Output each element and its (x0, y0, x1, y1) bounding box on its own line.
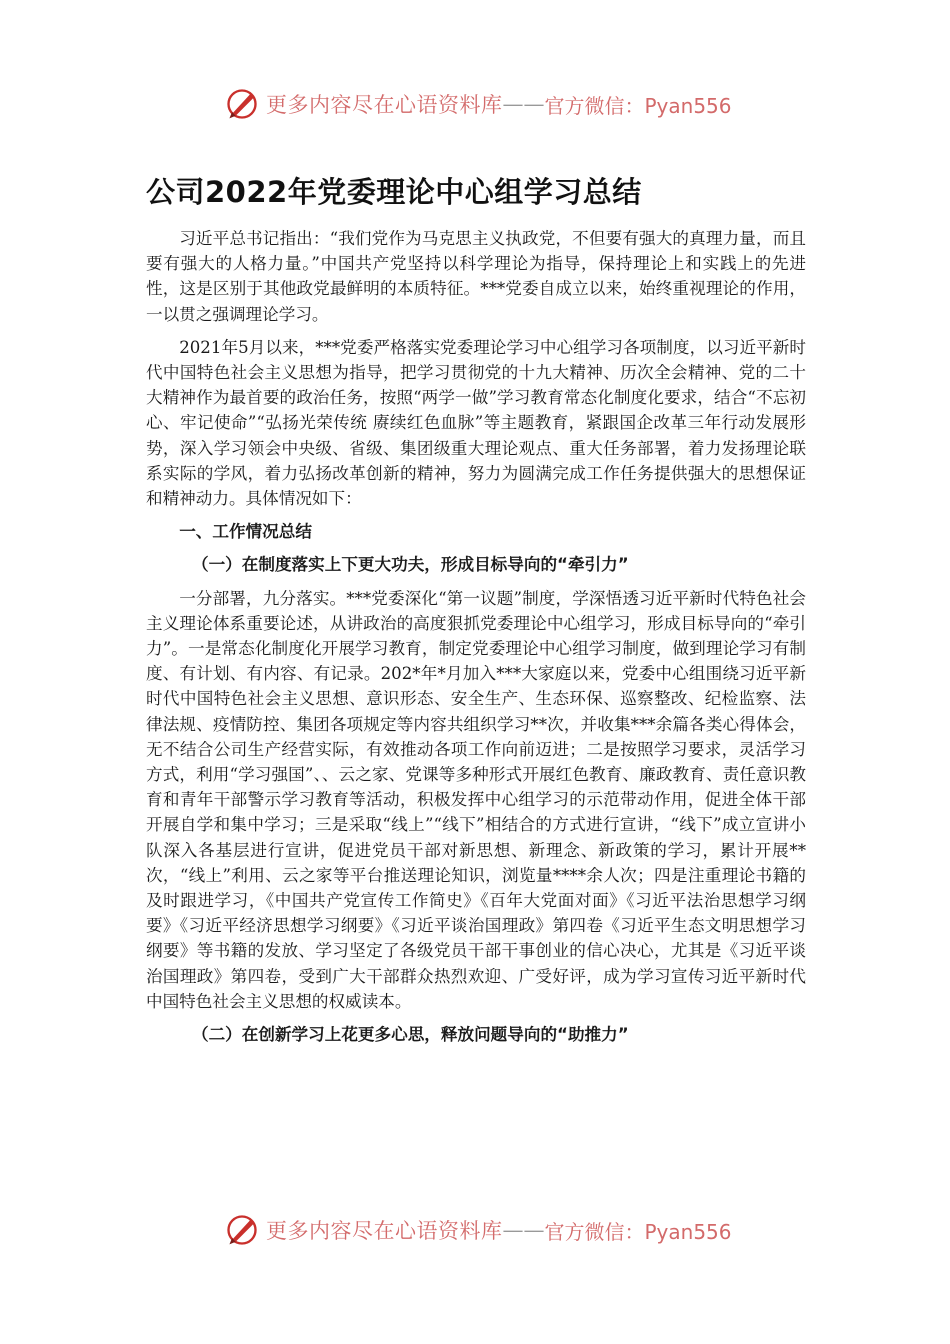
watermark-text: 更多内容尽在心语资料库 (266, 1219, 503, 1243)
document-body (146, 226, 806, 1055)
intro-paragraph-1: 习近平总书记指出：“我们党作为马克思主义执政党，不但要有强大的真理力量，而且要有强大的人格力量。”中国共产党坚持以科学理论为指导，保持理论上和实践上的先进性，这是区别于其他政党最鲜明的本质特征。***党委自成立以来，始终重视理论的作用，一以贯之强调理论学习。 (146, 229, 806, 324)
pen-logo-icon (224, 1212, 260, 1248)
pen-logo-icon (224, 86, 260, 122)
document-title: 公司2022年党委理论中心组学习总结 (146, 175, 642, 209)
subsection-heading-2: （二）在创新学习上花更多心思，释放问题导向的“助推力” (192, 1025, 629, 1045)
watermark-contact: 官方微信：Pyan556 (544, 1219, 732, 1244)
subsection-heading-1: （一）在制度落实上下更大功夫，形成目标导向的“牵引力” (192, 555, 629, 575)
footer-watermark (224, 1210, 732, 1250)
header-watermark (224, 84, 732, 124)
watermark-separator: —— (502, 92, 545, 116)
watermark-separator: —— (502, 1218, 545, 1242)
subsection-1-paragraph: 一分部署，九分落实。***党委深化“第一议题”制度，学深悟透习近平新时代特色社会主义理论体系重要论述，从讲政治的高度狠抓党委理论中心组学习，形成目标导向的“牵引力”。一是常态化制度化开展学习教育，制定党委理论中心组学习制度，做到理论学习有制度、有计划、有内容、有记录。202*年*月加入***大家庭以来，党委中心组围绕习近平新时代中国特色社会主义思想、意识形态、安全生产、生态环保、巡察整改、纪检监察、法律法规、疫情防控、集团各项规定等内容共组织学习**次，并收集***余篇各类心得体会，无不结合公司生产经营实际，有效推动各项工作向前迈进；二是按照学习要求，灵活学习方式，利用“学习强国”、、云之家、党课等多种形式开展红色教育、廉政教育、责任意识教育和青年干部警示学习教育等活动，积极发挥中心组学习的示范带动作用，促进全体干部开展自学和集中学习；三是采取“线上”“线下”相结合的方式进行宣讲，“线下”成立宣讲小队深入各基层进行宣讲，促进党员干部对新思想、新理念、新政策的学习，累计开展**次，“线上”利用、云之家等平台推送理论知识，浏览量****余人次；四是注重理论书籍的及时跟进学习，《中国共产党宣传工作简史》《百年大党面对面》《习近平法治思想学习纲要》《习近平经济思想学习纲要》《习近平谈治国理政》第四卷《习近平生态文明思想学习纲要》等书籍的发放、学习坚定了各级党员干部干事创业的信心决心，尤其是《习近平谈治国理政》第四卷，受到广大干部群众热烈欢迎、广受好评，成为学习宣传习近平新时代中国特色社会主义思想的权威读本。 (146, 588, 806, 1011)
section-heading-1: 一、工作情况总结 (179, 522, 312, 542)
watermark-text: 更多内容尽在心语资料库 (266, 93, 503, 117)
watermark-contact: 官方微信：Pyan556 (544, 93, 732, 118)
intro-paragraph-2: 2021年5月以来，***党委严格落实党委理论学习中心组学习各项制度，以习近平新时代中国特色社会主义思想为指导，把学习贯彻党的十九大精神、历次全会精神、党的二十大精神作为最首要的政治任务，按照“两学一做”学习教育常态化制度化要求，结合“不忘初心、牢记使命”“弘扬光荣传统 赓续红色血脉”等主题教育，紧跟国企改革三年行动发展形势，深入学习领会中央级、省级、集团级重大理论观点、重大任务部署，着力发扬理论联系实际的学风，着力弘扬改革创新的精神，努力为圆满完成工作任务提供强大的思想保证和精神动力。具体情况如下： (146, 337, 806, 509)
